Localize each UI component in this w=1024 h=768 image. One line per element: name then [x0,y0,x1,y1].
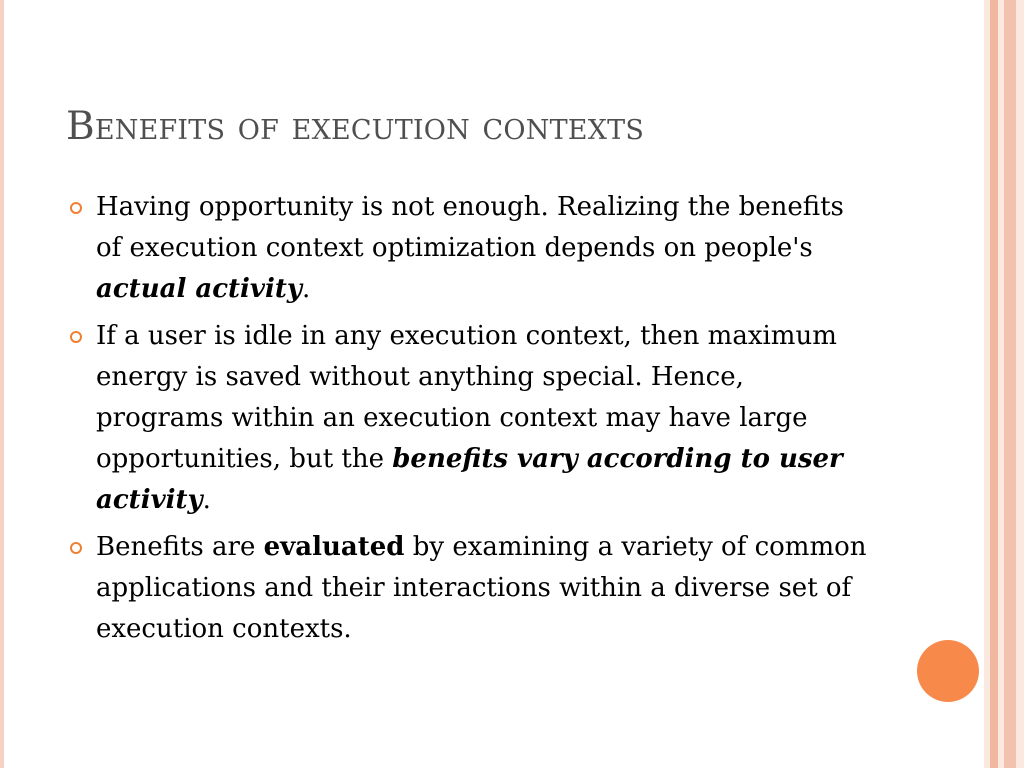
bullet-emphasis: benefits vary according to user activity [96,444,843,515]
slide-panel [4,0,984,768]
decorative-orange-circle [917,640,979,702]
bullet-emphasis: actual activity [96,274,303,304]
bullet-list [68,187,868,656]
bullet-text-end: . [302,274,311,304]
ring-bullet-icon [70,542,82,554]
slide-title: Benefits of execution contexts [66,104,645,149]
border-stripe [990,0,998,768]
bullet-item [68,527,868,650]
bullet-text: Benefits are [96,532,264,562]
bullet-text: If a user is idle in any execution context, then maximum energy is saved without anything special. Hence, programs within an execution context may have large opportunities, but the [96,321,837,474]
bullet-text-end: by examining a variety of common applications and their interactions within a diverse set of execution contexts. [96,532,867,644]
bullet-emphasis: evaluated [263,532,405,562]
ring-bullet-icon [70,202,82,214]
ring-bullet-icon [70,331,82,343]
bullet-text: Having opportunity is not enough. Realizing the benefits of execution context optimization depends on people's [96,192,844,263]
border-stripe [1016,0,1024,768]
bullet-item [68,187,868,310]
border-stripe [1004,0,1016,768]
bullet-item [68,316,868,521]
bullet-text-end: . [202,485,211,515]
